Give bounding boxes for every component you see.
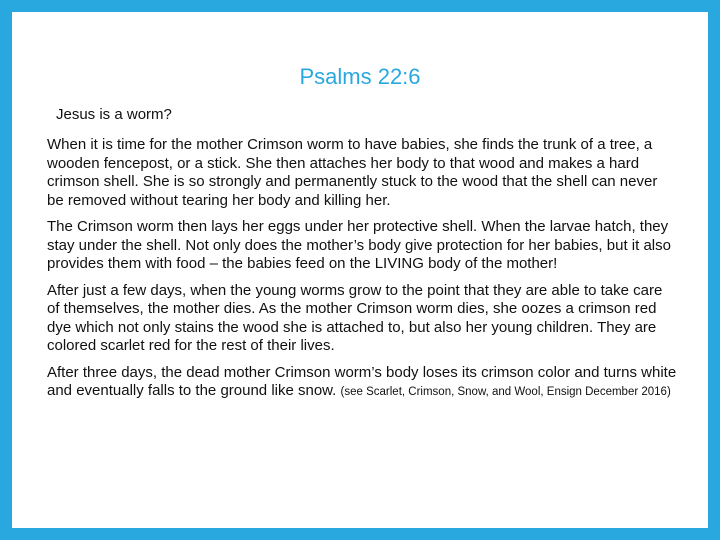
slide-subtitle: Jesus is a worm? (56, 106, 172, 123)
paragraph-3: After just a few days, when the young worms grow to the point that they are able to take care of themselves, the mother dies. As the mother Crimson worm dies, she oozes a crimson red dye which not only stains the wood she is attached to, but also her young children. They are colored scarlet red for the rest of their lives. (47, 281, 663, 354)
paragraph-1: When it is time for the mother Crimson worm to have babies, she finds the trunk of a tree, a wooden fencepost, or a stick. She then attaches her body to that wood and makes a hard crimson shell. She is so strongly and permanently stuck to the wood that the shell can never be removed without tearing her body and killing her. (47, 136, 658, 209)
slide-title-text: Psalms 22:6 (299, 64, 421, 89)
paragraph-4-text: After three days, the dead mother Crimson worm’s body loses its crimson color and turns white and eventually falls to the ground like snow. (47, 363, 677, 399)
slide-title (12, 64, 708, 90)
slide-body (47, 136, 677, 410)
slide-frame (12, 0, 708, 540)
paragraph-4 (47, 364, 677, 402)
citation: (see Scarlet, Crimson, Snow, and Wool, Ensign December 2016) (340, 386, 671, 398)
paragraph-2: The Crimson worm then lays her eggs under her protective shell. When the larvae hatch, they stay under the shell. Not only does the mother’s body give protection for her babies, but it also provides them with food – the babies feed on the LIVING body of the mother! (47, 218, 671, 272)
